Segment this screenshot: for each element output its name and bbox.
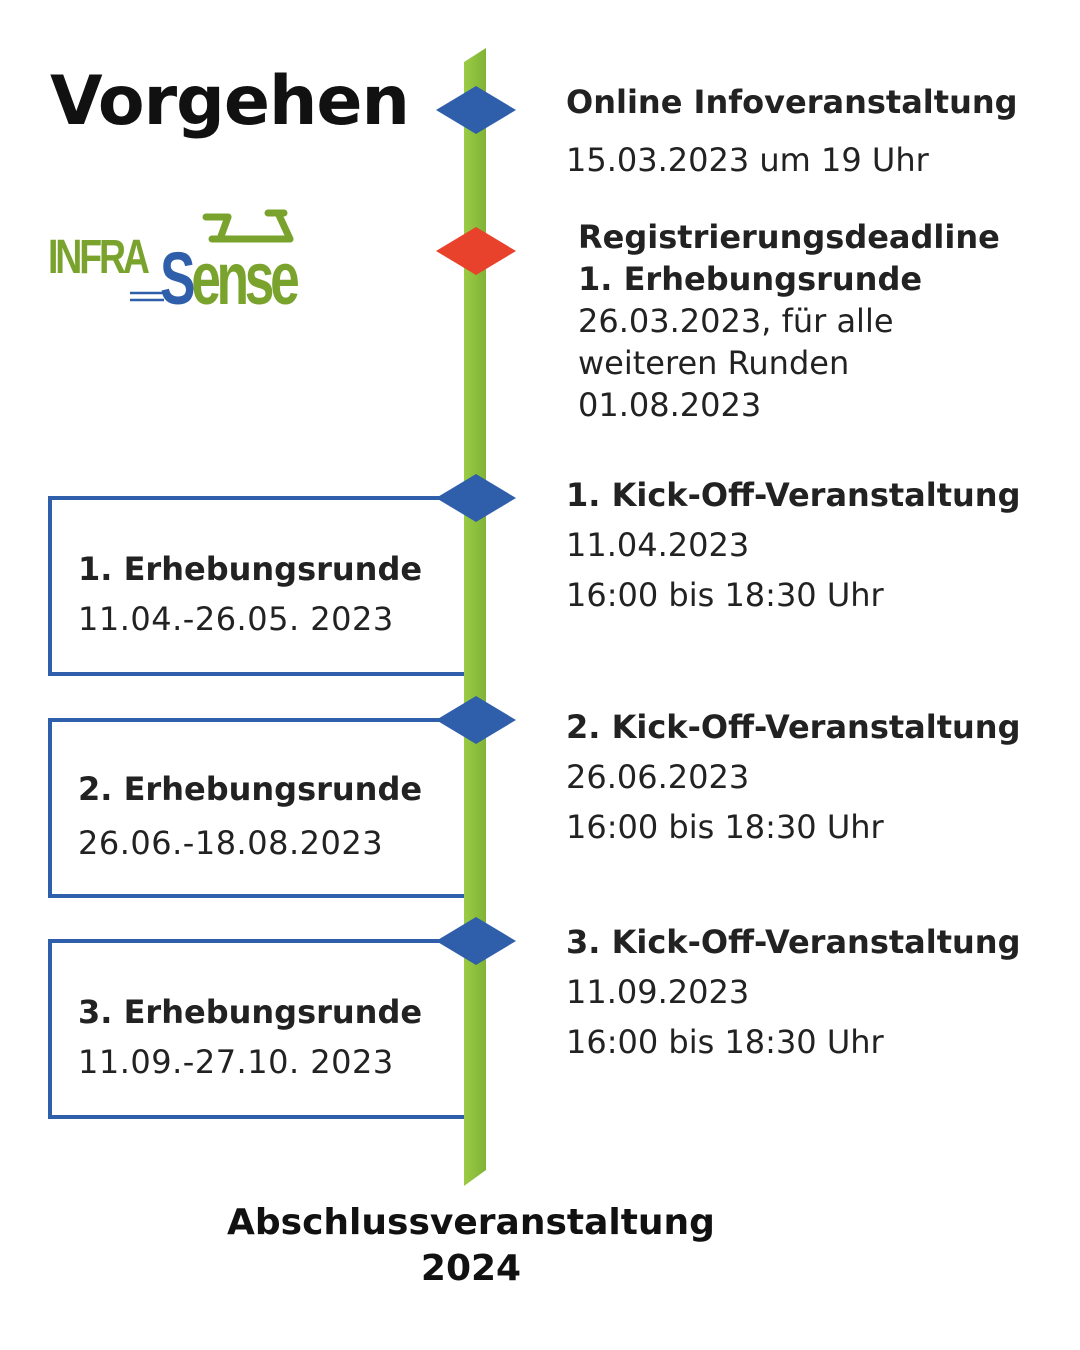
final-event: [0, 1200, 942, 1292]
event-time: 16:00 bis 18:30 Uhr: [566, 576, 884, 614]
event-title: 2. Kick-Off-Veranstaltung: [566, 708, 1021, 746]
logo-sense-rest: ense: [191, 237, 296, 320]
event-date: 11.09.2023: [566, 973, 750, 1011]
event-time: 16:00 bis 18:30 Uhr: [566, 808, 884, 846]
event-kickoff1: [566, 470, 1020, 620]
final-event-title: Abschlussveranstaltung: [227, 1202, 715, 1243]
final-event-year: 2024: [420, 1248, 522, 1289]
round-title: 3. Erhebungsrunde: [78, 993, 423, 1031]
event-date: 11.04.2023: [566, 526, 750, 564]
round-dates: 11.04.-26.05. 2023: [78, 600, 394, 638]
logo-sense-s: S: [160, 237, 192, 320]
round-box-1: [48, 496, 464, 676]
event-time: 16:00 bis 18:30 Uhr: [566, 1023, 884, 1061]
round-box-3: [48, 939, 464, 1119]
event-kickoff3: [566, 917, 1020, 1067]
event-title: 1. Kick-Off-Veranstaltung: [566, 476, 1021, 514]
page-title: Vorgehen: [50, 62, 409, 141]
event-title: 3. Kick-Off-Veranstaltung: [566, 923, 1021, 961]
round-dates: 11.09.-27.10. 2023: [78, 1043, 394, 1081]
event-date: 15.03.2023 um 19 Uhr: [566, 141, 929, 179]
milestone-info: [436, 86, 516, 134]
round-box-2: [48, 718, 464, 898]
event-subtitle: 1. Erhebungsrunde: [578, 260, 923, 298]
event-date: 26.06.2023: [566, 758, 750, 796]
round-title: 2. Erhebungsrunde: [78, 770, 423, 808]
event-info: [566, 82, 1018, 180]
round-dates: 26.06.-18.08.2023: [78, 824, 384, 862]
event-date-2: 01.08.2023: [578, 386, 762, 424]
event-date: 26.03.2023, für alle: [578, 302, 894, 340]
event-title: Online Infoveranstaltung: [566, 83, 1018, 121]
milestone-deadline: [436, 227, 516, 275]
logo-infra-text: INFRA: [48, 231, 147, 284]
timeline-bar: [464, 48, 486, 1186]
event-deadline: [578, 216, 1000, 426]
round-title: 1. Erhebungsrunde: [78, 550, 423, 588]
event-note: weiteren Runden: [578, 344, 850, 382]
event-kickoff2: [566, 702, 1020, 852]
event-title: Registrierungsdeadline: [578, 218, 1000, 256]
